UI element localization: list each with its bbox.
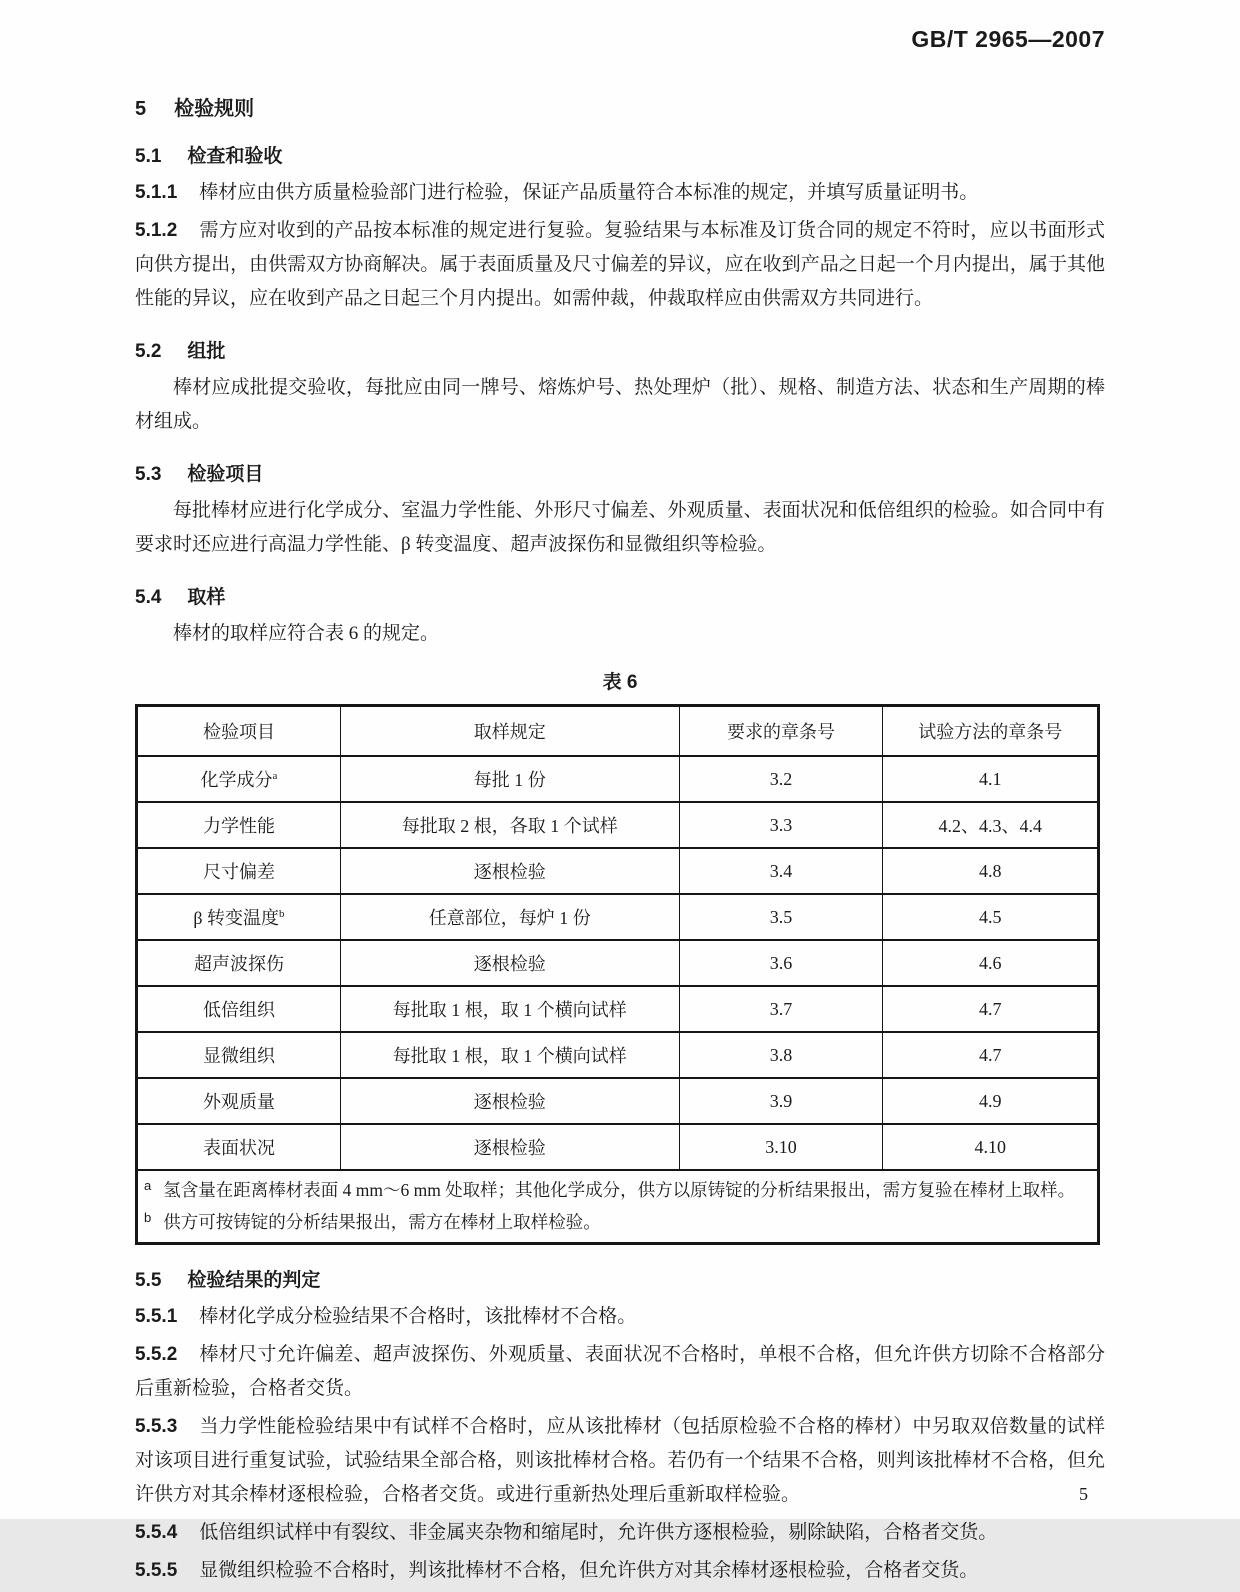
table-row	[137, 848, 1099, 894]
doc-header	[135, 26, 1105, 53]
table-row	[137, 756, 1099, 802]
cell-requirement: 3.7	[679, 986, 883, 1032]
clause-5-5-2	[135, 1338, 1105, 1406]
table-row	[137, 1124, 1099, 1170]
page-content	[135, 92, 1105, 1592]
clause-text: 棒材尺寸允许偏差、超声波探伤、外观质量、表面状况不合格时，单根不合格，但允许供方切除不合格部分后重新检验，合格者交货。	[135, 1344, 1105, 1399]
cell-item: β 转变温度$^b$	[137, 894, 341, 940]
section-title: 组批	[187, 341, 226, 362]
table-footnote	[144, 1176, 1091, 1205]
cell-sampling: 逐根检验	[340, 1078, 679, 1124]
cell-method: 4.6	[883, 940, 1099, 986]
paragraph-5-4: 棒材的取样应符合表 6 的规定。	[173, 623, 440, 644]
table-row	[137, 802, 1099, 848]
table-caption: 表 6	[602, 672, 638, 693]
cell-method: 4.5	[883, 894, 1099, 940]
section-number: 5	[135, 98, 147, 120]
cell-item: 表面状况	[137, 1124, 341, 1170]
footnote-text: 供方可按铸锭的分析结果报出，需方在棒材上取样检验。	[163, 1212, 601, 1232]
table-footnote-row	[137, 1170, 1099, 1244]
cell-requirement: 3.4	[679, 848, 883, 894]
footnote-text: 氢含量在距离棒材表面 4 mm～6 mm 处取样；其他化学成分，供方以原铸锭的分析结果报出，需方复验在棒材上取样。	[163, 1180, 1076, 1200]
cell-sampling: 每批取 1 根，取 1 个横向试样	[340, 986, 679, 1032]
clause-number: 5.1.1	[135, 182, 178, 203]
section-title: 取样	[187, 587, 226, 608]
section-number: 5.2	[135, 341, 162, 362]
clause-text: 棒材应由供方质量检验部门进行检验，保证产品质量符合本标准的规定，并填写质量证明书。	[199, 182, 979, 203]
page-number: 5	[1079, 1484, 1088, 1504]
clause-number: 5.5.3	[135, 1416, 178, 1437]
clause-5-1-1	[135, 176, 1105, 210]
table-footnotes	[137, 1170, 1099, 1244]
cell-method: 4.8	[883, 848, 1099, 894]
cell-item: 外观质量	[137, 1078, 341, 1124]
cell-method: 4.9	[883, 1078, 1099, 1124]
cell-requirement: 3.3	[679, 802, 883, 848]
clause-5-5-1	[135, 1300, 1105, 1334]
clause-5-1-2	[135, 214, 1105, 316]
cell-requirement: 3.10	[679, 1124, 883, 1170]
section-title: 检验结果的判定	[187, 1270, 321, 1291]
heading-5-4	[135, 582, 1105, 609]
clause-text: 当力学性能检验结果中有试样不合格时，应从该批棒材（包括原检验不合格的棒材）中另取双倍数量的试样对该项目进行重复试验，试验结果全部合格，则该批棒材合格。若仍有一个结果不合格，则判该批棒材不合格，但允许供方对其余棒材逐根检验，合格者交货。或进行重新热处理后重新取样检验。	[135, 1416, 1105, 1505]
heading-5-3	[135, 459, 1105, 486]
table-row	[137, 940, 1099, 986]
cell-sampling: 每批取 2 根，各取 1 个试样	[340, 802, 679, 848]
cell-sampling: 逐根检验	[340, 848, 679, 894]
table-row	[137, 894, 1099, 940]
cell-sampling: 任意部位，每炉 1 份	[340, 894, 679, 940]
table-header-row	[137, 706, 1099, 757]
clause-number: 5.1.2	[135, 220, 178, 241]
column-header-requirement: 要求的章条号	[679, 706, 883, 757]
cell-sampling: 逐根检验	[340, 940, 679, 986]
paragraph-5-3: 每批棒材应进行化学成分、室温力学性能、外形尺寸偏差、外观质量、表面状况和低倍组织的检验。如合同中有要求时还应进行高温力学性能、β 转变温度、超声波探伤和显微组织等检验。	[135, 500, 1105, 555]
clause-5-5-5	[135, 1554, 1105, 1588]
cell-item: 显微组织	[137, 1032, 341, 1078]
table-footnote	[144, 1208, 1091, 1237]
clause-number: 5.5.5	[135, 1560, 178, 1581]
heading-section-5	[135, 92, 1105, 121]
clause-number: 5.5.4	[135, 1522, 178, 1543]
table-row	[137, 986, 1099, 1032]
table-6	[135, 704, 1100, 1245]
cell-requirement: 3.5	[679, 894, 883, 940]
cell-item: 化学成分$^a$	[137, 756, 341, 802]
cell-method: 4.2、4.3、4.4	[883, 802, 1099, 848]
cell-item: 力学性能	[137, 802, 341, 848]
cell-requirement: 3.2	[679, 756, 883, 802]
footnote-mark: a	[144, 1178, 152, 1193]
cell-item: 超声波探伤	[137, 940, 341, 986]
cell-requirement: 3.6	[679, 940, 883, 986]
table-row	[137, 1032, 1099, 1078]
heading-5-1	[135, 141, 1105, 168]
cell-method: 4.1	[883, 756, 1099, 802]
footnote-ref: a	[272, 770, 278, 782]
section-number: 5.4	[135, 587, 162, 608]
section-number: 5.5	[135, 1270, 162, 1291]
cell-method: 4.10	[883, 1124, 1099, 1170]
clause-5-5-3	[135, 1410, 1105, 1512]
paragraph-5-2: 棒材应成批提交验收，每批应由同一牌号、熔炼炉号、热处理炉（批）、规格、制造方法、状态和生产周期的棒材组成。	[135, 377, 1105, 432]
cell-sampling: 逐根检验	[340, 1124, 679, 1170]
heading-5-2	[135, 336, 1105, 363]
column-header-method: 试验方法的章条号	[883, 706, 1099, 757]
clause-text: 棒材化学成分检验结果不合格时，该批棒材不合格。	[199, 1306, 637, 1327]
cell-item: 低倍组织	[137, 986, 341, 1032]
clause-number: 5.5.1	[135, 1306, 178, 1327]
column-header-sampling: 取样规定	[340, 706, 679, 757]
cell-method: 4.7	[883, 1032, 1099, 1078]
footnote-ref: b	[279, 908, 285, 920]
column-header-item: 检验项目	[202, 722, 275, 742]
standard-code: GB/T 2965—2007	[911, 26, 1105, 52]
cell-item: 尺寸偏差	[137, 848, 341, 894]
heading-5-5	[135, 1265, 1105, 1292]
clause-text: 显微组织检验不合格时，判该批棒材不合格，但允许供方对其余棒材逐根检验，合格者交货。	[199, 1560, 979, 1581]
clause-text: 需方应对收到的产品按本标准的规定进行复验。复验结果与本标准及订货合同的规定不符时，应以书面形式向供方提出，由供需双方协商解决。属于表面质量及尺寸偏差的异议，应在收到产品之日起一个月内提出，属于其他性能的异议，应在收到产品之日起三个月内提出。如需仲裁，仲裁取样应由供需双方共同进行。	[135, 220, 1105, 309]
clause-5-5-4	[135, 1516, 1105, 1550]
clause-text: 低倍组织试样中有裂纹、非金属夹杂物和缩尾时，允许供方逐根检验，剔除缺陷，合格者交货。	[199, 1522, 998, 1543]
table-row	[137, 1078, 1099, 1124]
section-number: 5.3	[135, 464, 162, 485]
cell-requirement: 3.9	[679, 1078, 883, 1124]
footnote-mark: b	[144, 1210, 152, 1225]
cell-method: 4.7	[883, 986, 1099, 1032]
cell-sampling: 每批取 1 根，取 1 个横向试样	[340, 1032, 679, 1078]
cell-sampling: 每批 1 份	[340, 756, 679, 802]
section-number: 5.1	[135, 146, 162, 167]
cell-requirement: 3.8	[679, 1032, 883, 1078]
section-title: 检查和验收	[187, 146, 283, 167]
clause-number: 5.5.2	[135, 1344, 178, 1365]
section-title: 检验规则	[174, 98, 255, 120]
section-title: 检验项目	[187, 464, 264, 485]
